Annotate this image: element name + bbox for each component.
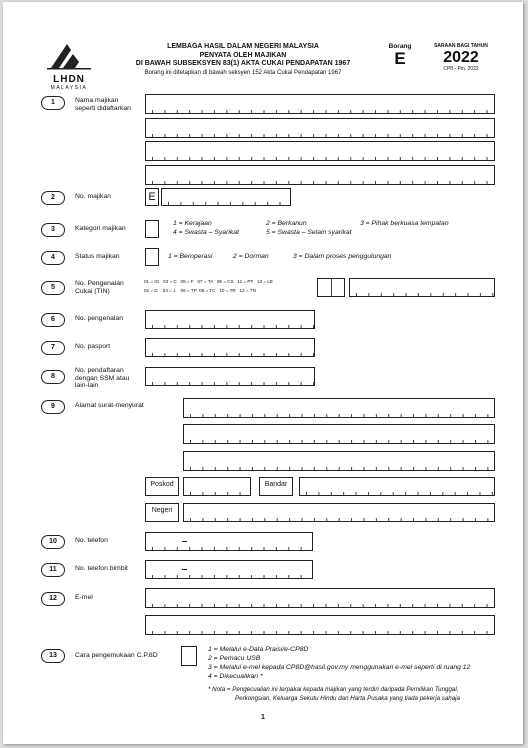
mobile-number-input[interactable] — [145, 560, 313, 579]
section-number: 11 — [41, 563, 65, 577]
employer-name-line-4[interactable] — [145, 165, 495, 185]
agency-name: LEMBAGA HASIL DALAM NEGERI MALAYSIA — [167, 43, 319, 50]
category-option-1: 1 = Kerajaan — [173, 220, 212, 227]
exemption-note-2: Perkongsian, Keluarga Sekutu Hindu dan Harta Pusaka yang tiada pekerja sahaja — [235, 695, 460, 702]
section-number: 7 — [41, 341, 65, 355]
exemption-note-1: * Nota = Pengecualian ini terpakai kepada majikan yang terdiri daripada Pemilikan Tunggal, — [208, 686, 459, 693]
borang-label: Borang — [388, 43, 412, 50]
form-code: CP8 - Pin. 2022 — [443, 66, 479, 72]
section-number: 6 — [41, 313, 65, 327]
form-note: Borang ini ditetapkan di bawah seksyen 152 Akta Cukai Pendapatan 1967 — [144, 69, 342, 76]
tin-number-input[interactable] — [349, 278, 495, 297]
category-option-3: 3 = Pihak berkuasa tempatan — [360, 220, 449, 227]
status-option-1: 1 = Beroperasi — [168, 253, 213, 260]
field-label: No. pendaftaran dengan SSM atau lain-lain — [75, 367, 130, 389]
field-label: No. pasport — [75, 343, 111, 350]
passport-number-input[interactable] — [145, 338, 315, 357]
field-label: Cara pengemukaan C.P.8D — [75, 652, 158, 659]
logo-subtext: MALAYSIA — [50, 85, 88, 91]
email-line-1[interactable] — [145, 588, 495, 608]
section-number: 9 — [41, 400, 65, 414]
address-line-3[interactable] — [183, 451, 495, 471]
employer-prefix-box: E — [145, 188, 159, 206]
status-option-2: 2 = Dorman — [233, 253, 269, 260]
address-line-2[interactable] — [183, 424, 495, 444]
section-number: 12 — [41, 592, 65, 606]
field-label: No. Pengenalan Cukai (TIN) — [75, 280, 124, 295]
form-subtitle: DI BAWAH SUBSEKSYEN 83(1) AKTA CUKAI PENDAPATAN 1967 — [135, 60, 351, 67]
ssm-registration-input[interactable] — [145, 367, 315, 386]
section-number: 2 — [41, 191, 65, 205]
employer-name-line-2[interactable] — [145, 118, 495, 138]
section-number: 10 — [41, 535, 65, 549]
postcode-label: Poskod — [145, 477, 179, 496]
field-label: No. telefon — [75, 537, 108, 544]
form-title-block — [123, 43, 363, 77]
state-label: Negeri — [145, 503, 179, 522]
page-number: 1 — [261, 714, 265, 721]
identification-number-input[interactable] — [145, 310, 315, 329]
city-input[interactable] — [299, 477, 495, 496]
section-number: 4 — [41, 251, 65, 265]
field-label: No. telefon bimbit — [75, 565, 128, 572]
lhdn-emblem-icon — [45, 42, 93, 70]
logo-text: LHDN — [53, 74, 85, 85]
section-number: 8 — [41, 370, 65, 384]
year-block — [428, 43, 494, 72]
employer-status-input[interactable] — [145, 248, 159, 266]
submission-method-input[interactable] — [181, 646, 197, 666]
employer-category-input[interactable] — [145, 220, 159, 238]
section-number: 3 — [41, 223, 65, 237]
city-label: Bandar — [259, 477, 293, 496]
tin-codes-row-2: 02 = D 04 = J 06 = TP 08 = TC 10 = TR 12 = TN — [144, 288, 256, 293]
borang-letter: E — [394, 49, 406, 68]
tin-codes-row-1: 01 = IG 03 = C 05 = F 07 = TA 09 = CS 11 = PT 13 = LE — [144, 279, 273, 284]
category-option-2: 2 = Berkanun — [266, 220, 307, 227]
section-number: 1 — [41, 96, 65, 110]
submission-option-2: 2 = Pemacu USB — [208, 655, 261, 662]
status-option-3: 3 = Dalam proses penggulungan — [293, 253, 392, 260]
email-line-2[interactable] — [145, 615, 495, 635]
section-number: 5 — [41, 281, 65, 295]
field-label: Alamat surat-menyurat — [75, 402, 144, 409]
form-title: PENYATA OLEH MAJIKAN — [199, 51, 287, 59]
submission-option-4: 4 = Dikecualikan * — [208, 673, 263, 680]
section-number: 13 — [41, 649, 65, 663]
employer-name-line-1[interactable] — [145, 94, 495, 114]
borang-block — [383, 43, 417, 67]
form-page — [3, 2, 523, 744]
field-label: Kategori majikan — [75, 225, 126, 232]
address-line-1[interactable] — [183, 398, 495, 418]
submission-option-1: 1 = Melalui e-Data Praisi/e-CP8D — [208, 646, 309, 653]
employer-number-input[interactable] — [161, 188, 291, 206]
field-label: E-mel — [75, 594, 93, 601]
field-label: No. majikan — [75, 193, 111, 200]
tin-code-input[interactable] — [317, 278, 345, 297]
category-option-5: 5 = Swasta – Selain syarikat — [266, 229, 352, 236]
state-input[interactable] — [183, 503, 495, 522]
postcode-input[interactable] — [183, 477, 251, 496]
field-label: No. pengenalan — [75, 315, 123, 322]
lhdn-logo — [45, 42, 93, 91]
saraan-label: SARAAN BAGI TAHUN — [434, 43, 488, 49]
submission-option-3: 3 = Melalui e-mel kepada CP8D@hasil.gov.my menggunakan e-mel seperti di ruang 12 — [208, 664, 471, 671]
category-option-4: 4 = Swasta – Syarikat — [173, 229, 239, 236]
year: 2022 — [443, 49, 479, 66]
employer-name-line-3[interactable] — [145, 141, 495, 161]
field-label: Nama majikan seperti didaftarkan — [75, 97, 131, 112]
phone-number-input[interactable] — [145, 532, 313, 551]
field-label: Status majikan — [75, 253, 120, 260]
